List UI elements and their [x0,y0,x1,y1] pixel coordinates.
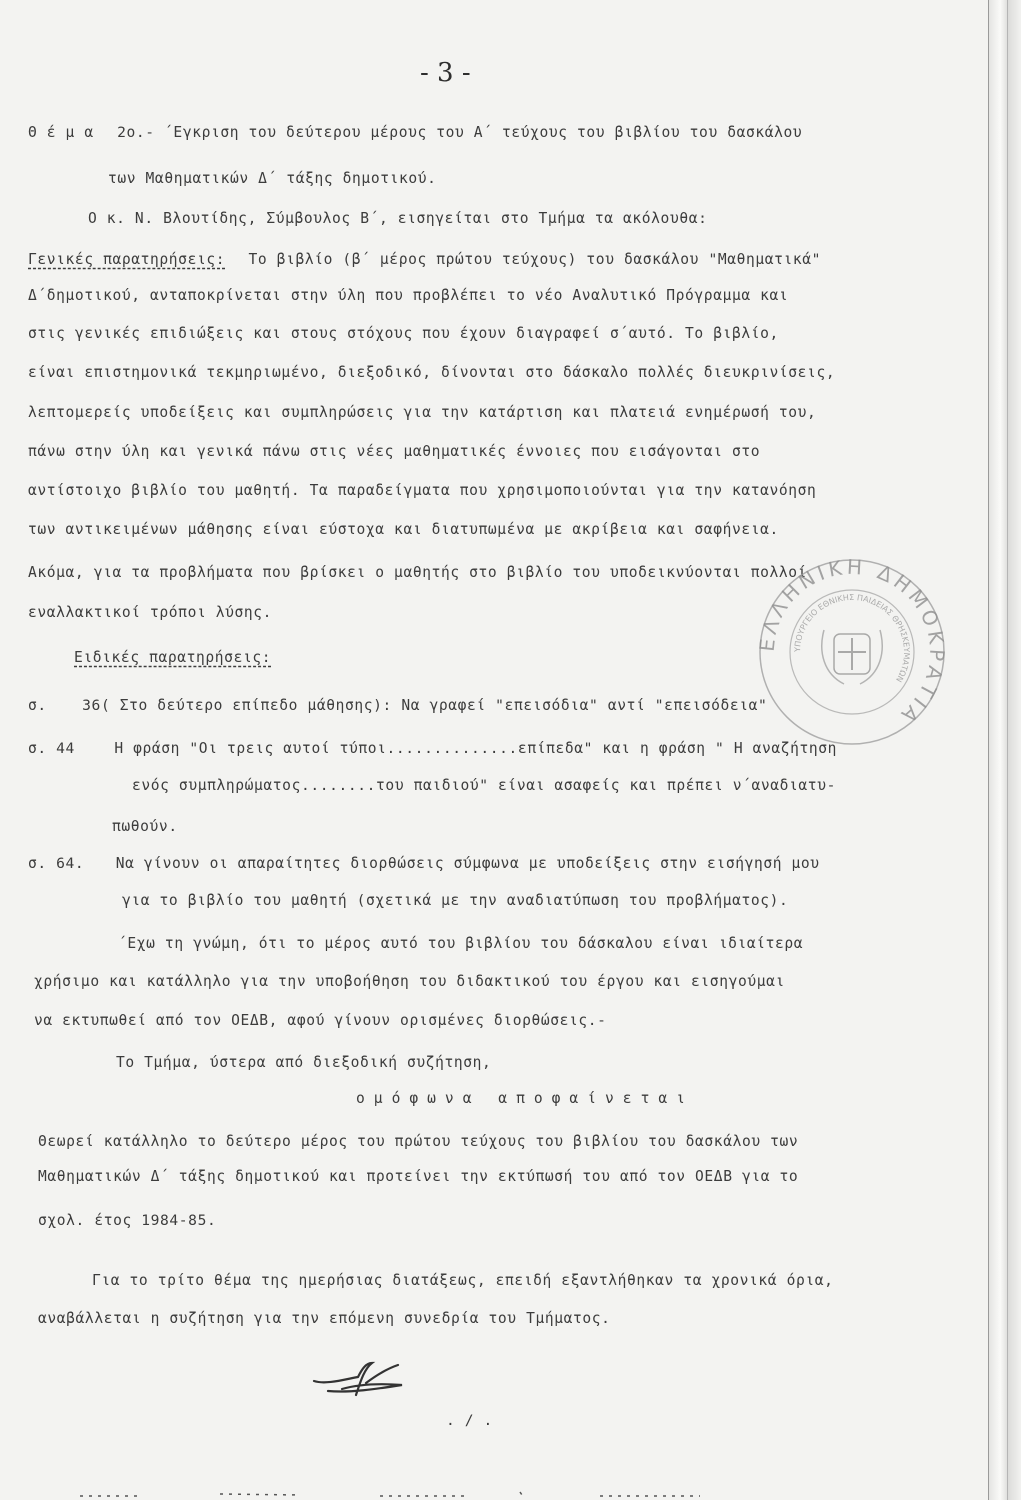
general-line-3: στις γενικές επιδιώξεις και στους στόχους που έχουν διαγραφεί σ΄αυτό. Το βιβλίο, [28,325,779,342]
scan-bottom-marks [0,1486,990,1500]
specific-item-3 [28,855,820,872]
general-line-9: Ακόμα, για τα προβλήματα που βρίσκει ο μαθητής στο βιβλίο του υποδεικνύονται πολλοί [28,564,808,581]
specific-item-3-cont1: για το βιβλίο του μαθητή (σχετικά με την αναδιατύπωση του προβλήματος). [122,892,789,909]
item-text: Να γίνουν οι απαραίτητες διορθώσεις σύμφωνα με υποδείξεις στην εισήγησή μου [115,855,820,872]
page-edge-line [1007,0,1008,1500]
stamp-inner-text: ΥΠΟΥΡΓΕΙΟ ΕΘΝΙΚΗΣ ΠΑΙΔΕΙΑΣ ΘΡΗΣΚΕΥΜΑΤΩΝ [792,592,912,684]
stamp-outer-text: ΕΛΛΗΝΙΚΗ ΔΗΜΟΚΡΑΤΙΑ [754,554,950,731]
general-line-6: πάνω στην ύλη και γενικά πάνω στις νέες μαθηματικές έννοιες που εισάγονται στο [28,443,761,460]
continuation-mark: . / . [446,1412,493,1429]
specific-heading: Ειδικές παρατηρήσεις: [74,649,272,666]
topic-label: Θ έ μ α [28,124,94,141]
item-ref: σ. 44 [28,740,75,757]
topic-text-cont: των Μαθηματικών Δ΄ τάξης δημοτικού. [108,170,437,187]
stamp-emblem [822,630,882,684]
specific-item-1 [28,697,767,714]
general-heading: Γενικές παρατηρήσεις: [28,251,226,268]
item-text: Στο δεύτερο επίπεδο μάθησης): Να γραφεί "επεισόδια" αντί "επεισόδεια" [119,697,768,714]
opinion-line-2: χρήσιμο και κατάλληλο για την υποβοήθηση του διδακτικού του έργου και εισηγούμαι [34,973,785,990]
signature [306,1355,416,1405]
general-line-7: αντίστοιχο βιβλίο του μαθητή. Τα παραδείγματα που χρησιμοποιούνται για την κατανόηση [28,482,817,499]
specific-item-2-cont1: ενός συμπληρώματος........του παιδιού" είναι ασαφείς και πρέπει ν΄αναδιατυ- [132,777,836,794]
opinion-line-1: ΄Εχω τη γνώμη, ότι το μέρος αυτό του βιβλίου του δάσκαλου είναι ιδιαίτερα [118,935,804,952]
general-line-5: λεπτομερείς υποδείξεις και συμπληρώσεις για την κατάρτιση και πλατειά ενημέρωσή του, [28,404,817,421]
opinion-line-3: να εκτυπωθεί από τον ΟΕΔΒ, αφού γίνουν ορισμένες διορθώσεις.- [34,1012,607,1029]
item-text: Η φράση "Οι τρεις αυτοί τύποι..............επίπεδα" και η φράση " Η αναζήτηση [114,740,838,757]
general-line-8: των αντικειμένων μάθησης είναι εύστοχα και διατυπωμένα με ακρίβεια και σαφήνεια. [28,521,779,538]
official-stamp [752,552,952,752]
topic-line [28,124,802,141]
decision-line-2: Μαθηματικών Δ΄ τάξης δημοτικού και προτείνει την εκτύπωσή του από τον ΟΕΔΒ για το [38,1168,799,1185]
closing-line-1: Για το τρίτο θέμα της ημερήσιας διατάξεως, επειδή εξαντλήθηκαν τα χρονικά όρια, [92,1272,834,1289]
item-ref: σ. [28,697,47,714]
topic-text: 2ο.- ΄Εγκριση του δεύτερου μέρους του Α΄ τεύχους του βιβλίου του δασκάλου [117,124,803,141]
decision-line-1: Θεωρεί κατάλληλο το δεύτερο μέρος του πρώτου τεύχους του βιβλίου του δασκάλου των [38,1133,799,1150]
specific-item-2 [28,740,837,757]
general-text: Το βιβλίο (β΄ μέρος πρώτου τεύχους) του δασκάλου "Μαθηματικά" [248,251,822,268]
decision-heading: ομόφωνα αποφαίνεται [356,1090,694,1107]
item-ref: σ. 64. [28,855,85,872]
intro-line: Ο κ. Ν. Βλουτίδης, Σύμβουλος Β΄, εισηγείται στο Τμήμα τα ακόλουθα: [88,210,708,227]
general-line-4: είναι επιστημονικά τεκμηριωμένο, διεξοδικό, δίνονται στο δάσκαλο πολλές διευκρινίσεις, [28,364,836,381]
specific-item-2-cont2: πωθούν. [112,818,178,835]
page-number: - 3 - [420,58,471,88]
decision-line-3: σχολ. έτος 1984-85. [38,1212,217,1229]
item-page: 36( [82,697,111,714]
closing-line-2: αναβάλλεται η συζήτηση για την επόμενη συνεδρία του Τμήματος. [38,1310,611,1327]
general-line-1 [28,251,821,268]
page-edge [988,0,1021,1500]
general-line-10: εναλλακτικοί τρόποι λύσης. [28,604,273,621]
section-line: Το Τμήμα, ύστερα από διεξοδική συζήτηση, [116,1054,492,1071]
general-line-2: Δ΄δημοτικού, ανταποκρίνεται στην ύλη που προβλέπει το νέο Αναλυτικό Πρόγραμμα και [28,287,789,304]
